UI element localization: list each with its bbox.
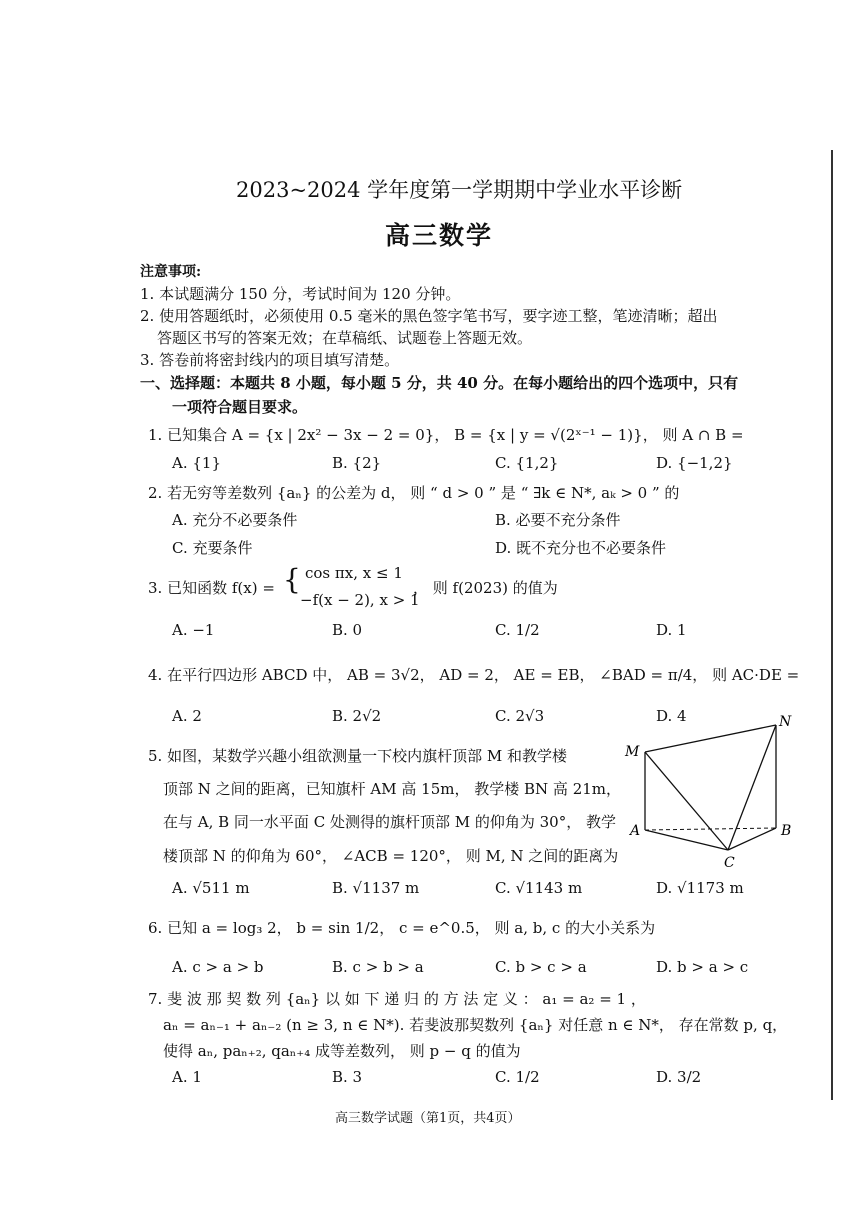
question-3-case-1: cos πx, x ≤ 1 bbox=[305, 564, 403, 582]
question-1-stem: 1. 已知集合 A = {x | 2x² − 3x − 2 = 0}， B = {x | y = √(2ˣ⁻¹ − 1)}， 则 A ∩ B = bbox=[148, 426, 744, 444]
question-7-stem: 7. 斐 波 那 契 数 列 {aₙ} 以 如 下 递 归 的 方 法 定 义 ： a₁ = a₂ = 1 ， bbox=[148, 990, 646, 1008]
question-3-stem-end: ， 则 f(2023) 的值为 bbox=[413, 579, 558, 597]
question-5-stem-line4: 楼顶部 N 的仰角为 60°， ∠ACB = 120°， 则 M, N 之间的距离为 bbox=[163, 847, 619, 865]
q2-option-c: C. 充要条件 bbox=[172, 539, 253, 557]
section-heading-cont: 一项符合题目要求。 bbox=[172, 398, 308, 416]
question-7-stem-line3: 使得 aₙ, paₙ₊₂, qaₙ₊₄ 成等差数列， 则 p − q 的值为 bbox=[163, 1042, 521, 1060]
q4-option-b: B. 2√2 bbox=[332, 707, 382, 725]
q1-option-c: C. {1,2} bbox=[495, 454, 559, 472]
q7-option-c: C. 1/2 bbox=[495, 1068, 540, 1086]
question-3-case-2: −f(x − 2), x > 1 bbox=[300, 591, 420, 609]
q1-option-b: B. {2} bbox=[332, 454, 382, 472]
q1-option-a: A. {1} bbox=[172, 454, 221, 472]
question-4-stem: 4. 在平行四边形 ABCD 中， AB = 3√2， AD = 2， AE = EB， ∠BAD = π/4， 则 AC·DE = bbox=[148, 666, 800, 684]
q4-option-c: C. 2√3 bbox=[495, 707, 545, 725]
label-m: M bbox=[625, 744, 640, 760]
note-item: 3. 答卷前将密封线内的项目填写清楚。 bbox=[140, 351, 400, 369]
question-5-stem: 5. 如图，某数学兴趣小组欲测量一下校内旗杆顶部 M 和教学楼 bbox=[148, 747, 567, 765]
q3-option-d: D. 1 bbox=[656, 621, 687, 639]
exam-title: 2023~2024 学年度第一学期期中学业水平诊断 bbox=[236, 178, 683, 202]
q2-option-a: A. 充分不必要条件 bbox=[172, 511, 298, 529]
exam-subtitle: 高三数学 bbox=[385, 221, 494, 250]
q3-option-c: C. 1/2 bbox=[495, 621, 540, 639]
label-b: B bbox=[781, 823, 792, 839]
q6-option-b: B. c > b > a bbox=[332, 958, 424, 976]
q6-option-a: A. c > a > b bbox=[172, 958, 264, 976]
q3-option-a: A. −1 bbox=[172, 621, 215, 639]
label-n: N bbox=[779, 714, 792, 730]
question-7-stem-line2: aₙ = aₙ₋₁ + aₙ₋₂ (n ≥ 3, n ∈ N*). 若斐波那契数列 {aₙ} 对任意 n ∈ N*， 存在常数 p, q， bbox=[163, 1016, 788, 1034]
q1-option-d: D. {−1,2} bbox=[656, 454, 733, 472]
question-5-stem-line2: 顶部 N 之间的距离，已知旗杆 AM 高 15m， 教学楼 BN 高 21m， bbox=[163, 780, 622, 798]
note-item: 答题区书写的答案无效；在草稿纸、试题卷上答题无效。 bbox=[157, 329, 533, 347]
piecewise-brace: { bbox=[283, 563, 301, 596]
q4-option-a: A. 2 bbox=[172, 707, 202, 725]
question-5-stem-line3: 在与 A, B 同一水平面 C 处测得的旗杆顶部 M 的仰角为 30°， 教学 bbox=[163, 813, 616, 831]
q5-option-c: C. √1143 m bbox=[495, 879, 583, 897]
notes-heading: 注意事项: bbox=[140, 264, 202, 280]
q3-option-b: B. 0 bbox=[332, 621, 363, 639]
section-heading: 一、选择题：本题共 8 小题，每小题 5 分，共 40 分。在每小题给出的四个选项中，只有 bbox=[140, 374, 739, 392]
q2-option-b: B. 必要不充分条件 bbox=[495, 511, 621, 529]
q2-option-d: D. 既不充分也不必要条件 bbox=[495, 539, 667, 557]
q7-option-d: D. 3/2 bbox=[656, 1068, 702, 1086]
segment-mn bbox=[645, 725, 776, 752]
question-3-stem: 3. 已知函数 f(x) = bbox=[148, 579, 275, 597]
label-a: A bbox=[630, 823, 641, 839]
question-6-stem: 6. 已知 a = log₃ 2， b = sin 1/2， c = e^0.5， 则 a, b, c 的大小关系为 bbox=[148, 919, 656, 937]
q6-option-d: D. b > a > c bbox=[656, 958, 749, 976]
segment-ac bbox=[645, 830, 728, 850]
segment-mc bbox=[645, 752, 728, 850]
q5-option-d: D. √1173 m bbox=[656, 879, 744, 897]
flagpole-building-figure bbox=[620, 705, 810, 880]
q7-option-a: A. 1 bbox=[172, 1068, 202, 1086]
q6-option-c: C. b > c > a bbox=[495, 958, 587, 976]
q5-option-a: A. √511 m bbox=[172, 879, 250, 897]
q5-option-b: B. √1137 m bbox=[332, 879, 420, 897]
question-2-stem: 2. 若无穷等差数列 {aₙ} 的公差为 d， 则 “ d > 0 ” 是 “ ∃k ∈ N*, aₖ > 0 ” 的 bbox=[148, 484, 680, 502]
note-item: 2. 使用答题纸时，必须使用 0.5 毫米的黑色签字笔书写，要字迹工整，笔迹清晰；超出 bbox=[140, 307, 718, 325]
note-item: 1. 本试题满分 150 分，考试时间为 120 分钟。 bbox=[140, 285, 461, 303]
q4-option-d: D. 4 bbox=[656, 707, 687, 725]
page-footer: 高三数学试题（第1页，共4页） bbox=[335, 1111, 521, 1126]
binding-line bbox=[831, 150, 833, 1100]
q7-option-b: B. 3 bbox=[332, 1068, 363, 1086]
label-c: C bbox=[724, 855, 735, 871]
